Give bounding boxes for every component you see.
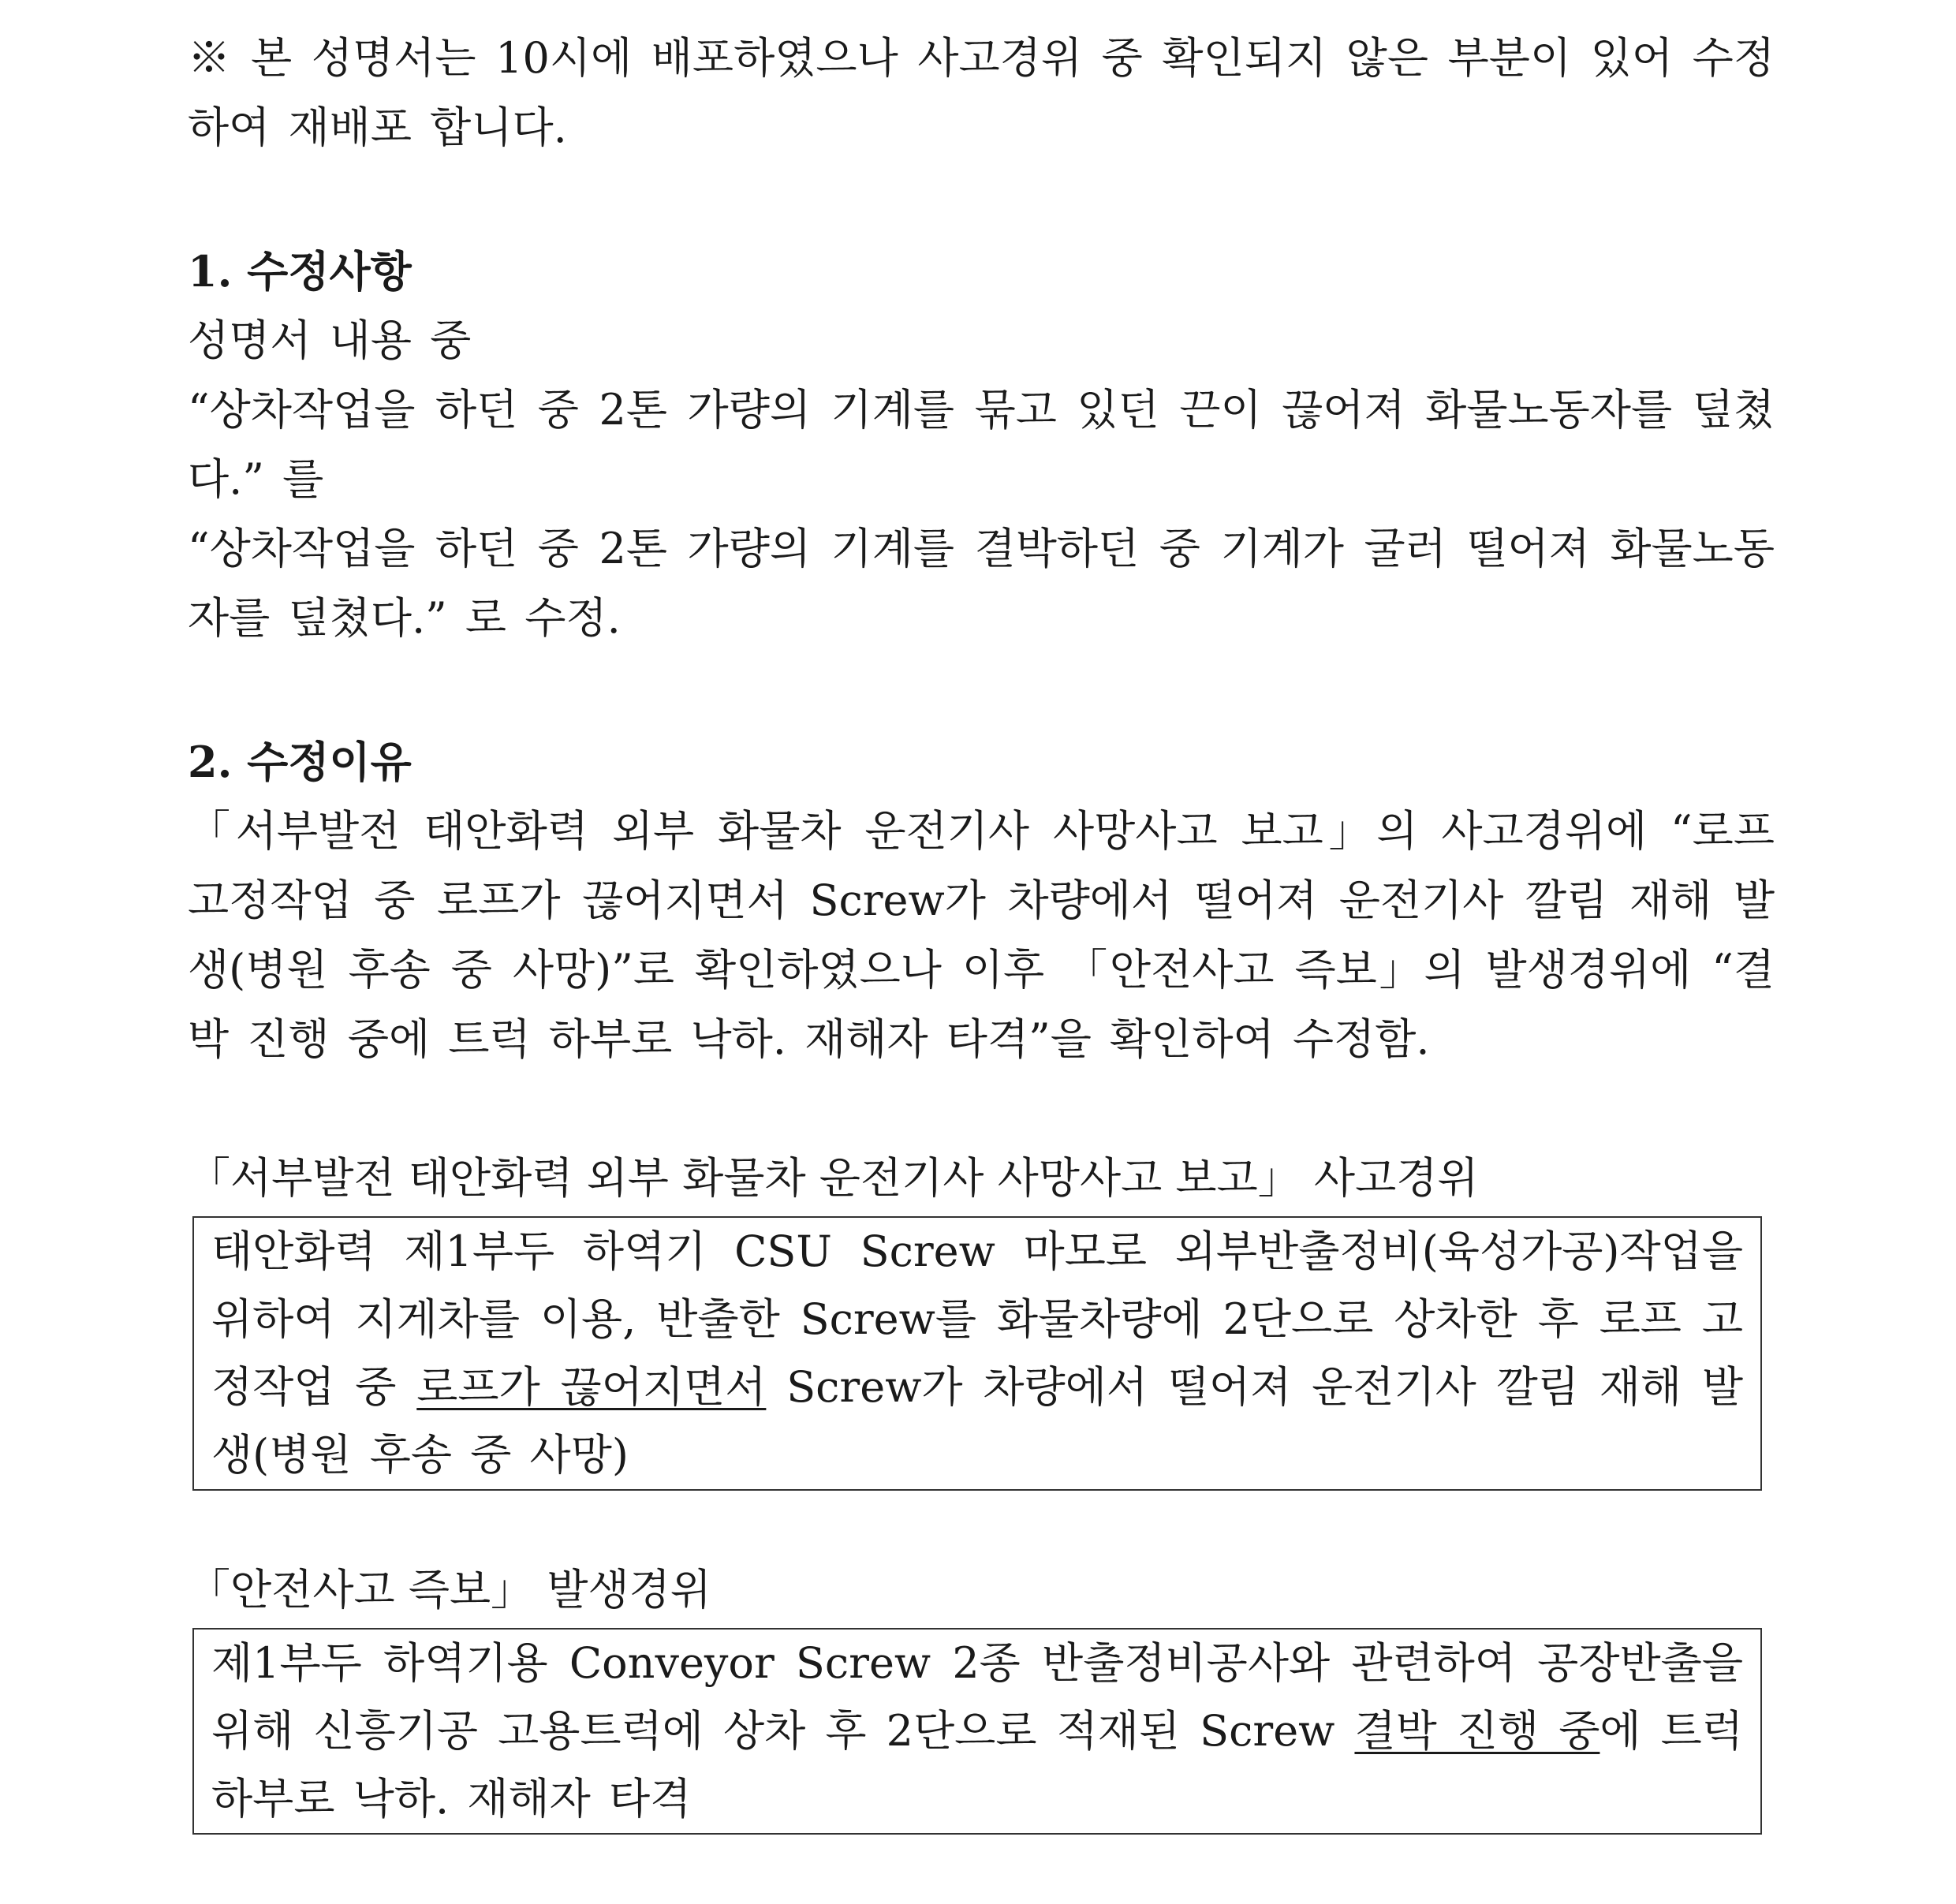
box1-text-post: Screw가 차량에서 떨어져 운전기사 깔림 재해 발생(병원 후송 중 사망) [211,1362,1744,1480]
box2-text-pre: 제1부두 하역기용 Conveyor Screw 2종 반출정비공사와 관련하여 공장반출을 위해 신흥기공 고용트럭에 상차 후 2단으로 적재된 Screw [211,1638,1743,1756]
box2-text-post: 에 트럭 하부로 낙하. 재해자 타격 [211,1706,1743,1824]
box1-text [211,1218,1743,1489]
revision-notice: ※ 본 성명서는 10시에 배포하였으나 사고경위 중 확인되지 않은 부분이 있어 수정하여 재배포 합니다. [188,33,1775,152]
section2-heading: 2. 수정이유 [188,737,412,787]
section2-body: 「서부발전 태안화력 외부 화물차 운전기사 사망사고 보고」의 사고경위에 “로프 고정작업 중 로프가 끊어지면서 Screw가 차량에서 떨어져 운전기사 깔림 재해 발생(병원 후송 중 사망)”로 확인하였으나 이후 「안전사고 즉보」의 발생경위에 “결박 진행 중에 트럭 하부로 낙하. 재해자 타격”을 확인하여 수정함. [188,806,1775,1064]
box2-quote-box [192,1628,1762,1835]
box1-quote-box [192,1216,1762,1491]
spacer [188,653,1775,727]
box2-text [211,1630,1743,1833]
box2-text-underlined: 결박 진행 중 [1354,1706,1600,1756]
box1-text-underlined: 로프가 끊어지면서 [416,1362,767,1412]
spacer [188,1491,1775,1555]
box2-label: 「안전사고 즉보」 발생경위 [188,1565,711,1615]
section1-heading: 1. 수정사항 [188,246,412,297]
spacer [188,162,1775,237]
box1-label: 「서부발전 태안화력 외부 화물차 운전기사 사망사고 보고」 사고경위 [188,1153,1479,1203]
spacer [188,1074,1775,1144]
section1-quote-before: “상차작업을 하던 중 2톤 가량의 기계를 묶고 있던 끈이 끊어져 화물노동자를 덮쳤다.” 를 [188,385,1775,504]
section1-quote-after: “상차작업을 하던 중 2톤 가량의 기계를 결박하던 중 기계가 굴러 떨어져 화물노동자를 덮쳤다.” 로 수정. [188,524,1775,643]
section1-intro: 성명서 내용 중 [188,315,472,365]
box1-text-pre: 태안화력 제1부두 하역기 CSU Screw 마모로 외부반출정비(육성가공)작업을 위하여 지게차를 이용, 반출한 Screw를 화물차량에 2단으로 상차한 후 로프 고정작업 중 [211,1226,1743,1412]
document-page [188,24,1775,1835]
